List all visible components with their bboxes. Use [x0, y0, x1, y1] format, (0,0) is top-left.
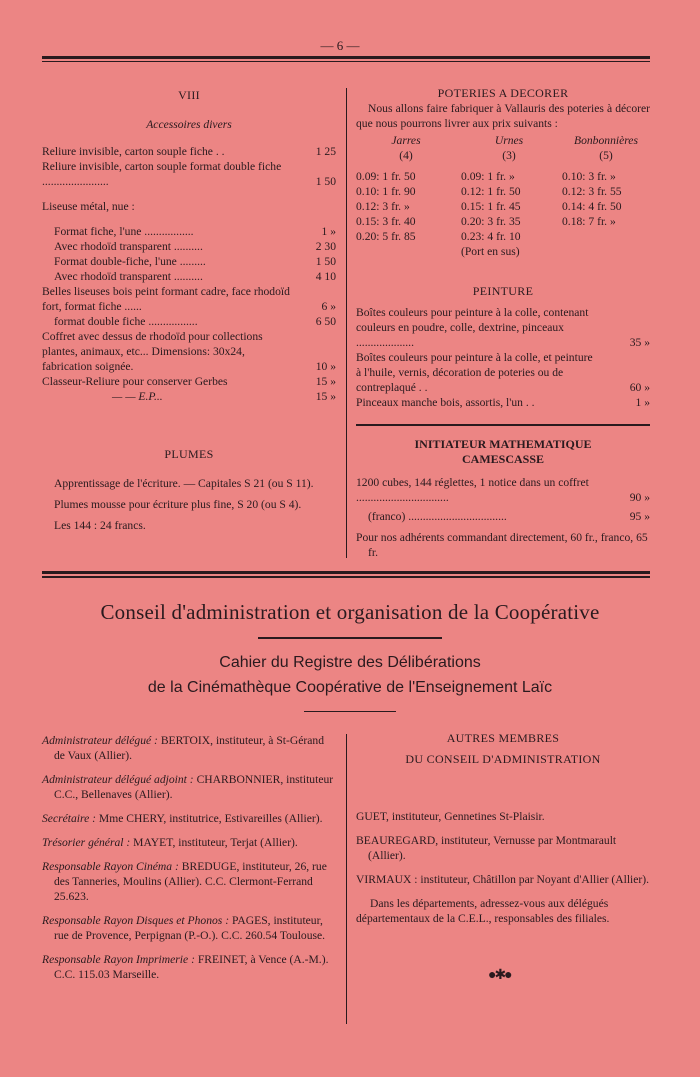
initiateur-subtitle: CAMESCASSE	[461, 452, 545, 466]
list-item: Responsable Rayon Imprimerie : FREINET, à Vence (A.-M.). C.C. 115.03 Marseille.	[42, 953, 329, 981]
list-item: Format fiche, l'une ................. 1 »	[54, 225, 336, 238]
column-separator-bottom	[346, 734, 347, 1024]
other-members-subtitle: DU CONSEIL D'ADMINISTRATION	[405, 752, 601, 766]
table-cell: (Port en sus)	[461, 245, 520, 258]
list-item: Coffret avec dessus de rhodoïd pour collections plantes, animaux, etc... Dimensions: 30x24, fabrication soignée. 10 »	[42, 330, 336, 373]
plumes-paragraph: Apprentissage de l'écriture. — Capitales S 21 (ou S 11).	[54, 477, 314, 490]
table-cell: 0.18: 7 fr. »	[562, 215, 616, 228]
other-members-section	[356, 731, 650, 926]
middle-rule	[42, 571, 650, 574]
page-number: — 6 —	[320, 38, 360, 53]
table-cell: 0.15: 3 fr. 40	[356, 215, 416, 228]
table-cell: 0.12: 3 fr. »	[356, 200, 410, 213]
subtitle-rule	[304, 711, 396, 712]
initiateur-title: INITIATEUR MATHEMATIQUE	[414, 437, 592, 451]
list-item: Avec rhodoïd transparent .......... 2 30	[54, 240, 336, 253]
list-item: 1200 cubes, 144 réglettes, 1 notice dans un coffret ................................ 90 »	[356, 476, 650, 504]
list-item: Responsable Rayon Disques et Phonos : PAGES, instituteur, rue de Provence, Perpignan (P.-O.). C.C. 260.54 Toulouse.	[42, 914, 326, 942]
list-item: Avec rhodoïd transparent .......... 4 10	[54, 270, 336, 283]
poteries-intro: Nous allons faire fabriquer à Vallauris des poteries à décorer que nous pourrons livrer aux prix suivants :	[356, 102, 650, 130]
title-rule	[258, 637, 442, 639]
ornament-icon: ●✱●	[488, 968, 511, 983]
peinture-section	[356, 284, 650, 410]
list-item: Boîtes couleurs pour peinture à la colle, et peinture à l'huile, vernis, décoration de poteries ou de contreplaqué . . 60 »	[356, 351, 650, 394]
plumes-title: PLUMES	[164, 447, 214, 461]
section-rule	[356, 424, 650, 426]
table-cell: 0.14: 4 fr. 50	[562, 200, 622, 213]
subtitle-line-1: Cahier du Registre des Délibérations	[219, 654, 481, 671]
members-list	[42, 733, 336, 991]
other-members-title: AUTRES MEMBRES	[446, 731, 560, 745]
table-cell: 0.09: 1 fr. »	[461, 170, 515, 183]
list-item: Classeur-Reliure pour conserver Gerbes 15 »	[42, 375, 336, 388]
list-item: — — E.P... 15 »	[112, 390, 336, 403]
list-item: Reliure invisible, carton souple format double fiche ....................... 1 50	[42, 160, 336, 188]
list-item: GUET, instituteur, Gennetines St-Plaisir.	[356, 810, 545, 823]
poteries-column: Bonbonnières (5) 0.10: 3 fr. » 0.12: 3 fr. 55 0.14: 4 fr. 50 0.18: 7 fr. »	[562, 133, 650, 259]
table-cell: 0.20: 5 fr. 85	[356, 230, 416, 243]
table-cell: 0.09: 1 fr. 50	[356, 170, 416, 183]
poteries-title: POTERIES A DECORER	[437, 86, 569, 100]
accessories-section	[42, 88, 336, 404]
poteries-column: Jarres (4) 0.09: 1 fr. 50 0.10: 1 fr. 90 0.12: 3 fr. » 0.15: 3 fr. 40 0.20: 5 fr. 85	[356, 133, 456, 259]
list-item: VIRMAUX : instituteur, Châtillon par Noyant d'Allier (Allier).	[356, 873, 650, 886]
plumes-section	[42, 447, 336, 533]
column-separator-top	[346, 88, 347, 558]
list-item: Pinceaux manche bois, assortis, l'un . . 1 »	[356, 396, 650, 409]
initiateur-section	[356, 437, 650, 560]
list-item: Administrateur délégué : BERTOIX, instituteur, à St-Gérand de Vaux (Allier).	[42, 734, 324, 762]
list-item: Liseuse métal, nue :	[42, 200, 135, 213]
subtitle-line-2: de la Cinémathèque Coopérative de l'Enseignement Laïc	[147, 679, 553, 696]
table-cell: 0.12: 1 fr. 50	[461, 185, 521, 198]
section-number: VIII	[178, 88, 200, 102]
table-cell: 0.10: 1 fr. 90	[356, 185, 416, 198]
table-cell: 0.15: 1 fr. 45	[461, 200, 521, 213]
middle-rule-second	[42, 576, 650, 578]
plumes-paragraph: Les 144 : 24 francs.	[54, 519, 146, 532]
poteries-section	[356, 86, 650, 259]
other-members-note: Dans les départements, adressez-vous aux délégués départementaux de la C.E.L., responsables des filiales.	[356, 897, 610, 925]
table-cell: 0.12: 3 fr. 55	[562, 185, 622, 198]
list-item: Secrétaire : Mme CHERY, institutrice, Estivareilles (Allier).	[42, 812, 323, 825]
list-item: Boîtes couleurs pour peinture à la colle, contenant couleurs en poudre, colle, dextrine, pinceaux .................... 35 »	[356, 306, 650, 349]
list-item: Belles liseuses bois peint formant cadre, face rhodoïd fort, format fiche ...... 6 »	[42, 285, 336, 313]
table-cell: 0.10: 3 fr. »	[562, 170, 616, 183]
table-cell: 0.23: 4 fr. 10	[461, 230, 521, 243]
list-item: (franco) .................................. 95 »	[368, 510, 650, 523]
peinture-title: PEINTURE	[472, 284, 534, 298]
table-cell: 0.20: 3 fr. 35	[461, 215, 521, 228]
initiateur-note: Pour nos adhérents commandant directement, 60 fr., franco, 65 fr.	[356, 531, 648, 559]
list-item: Reliure invisible, carton souple fiche . . 1 25	[42, 145, 336, 158]
list-item: BEAUREGARD, instituteur, Vernusse par Montmarault (Allier).	[356, 834, 617, 862]
poteries-table	[356, 133, 650, 259]
list-item: Responsable Rayon Cinéma : BREDUGE, instituteur, 26, rue des Tanneries, Moulins (Allier). C.C. Clermont-Ferrand 25.623.	[42, 860, 327, 903]
main-title: Conseil d'administration et organisation de la Coopérative	[100, 600, 600, 624]
list-item: Administrateur délégué adjoint : CHARBONNIER, instituteur C.C., Bellenaves (Allier).	[42, 773, 334, 801]
poteries-column: Urnes (3) 0.09: 1 fr. » 0.12: 1 fr. 50 0.15: 1 fr. 45 0.20: 3 fr. 35 0.23: 4 fr. 10 (Port en sus)	[461, 133, 557, 259]
plumes-paragraph: Plumes mousse pour écriture plus fine, S 20 (ou S 4).	[54, 498, 302, 511]
top-rule-thin	[42, 61, 650, 62]
list-item: Trésorier général : MAYET, instituteur, Terjat (Allier).	[42, 836, 298, 849]
top-rule	[42, 56, 650, 59]
section-subtitle: Accessoires divers	[146, 118, 232, 131]
list-item: format double fiche ................. 6 50	[54, 315, 336, 328]
list-item: Format double-fiche, l'une ......... 1 50	[54, 255, 336, 268]
